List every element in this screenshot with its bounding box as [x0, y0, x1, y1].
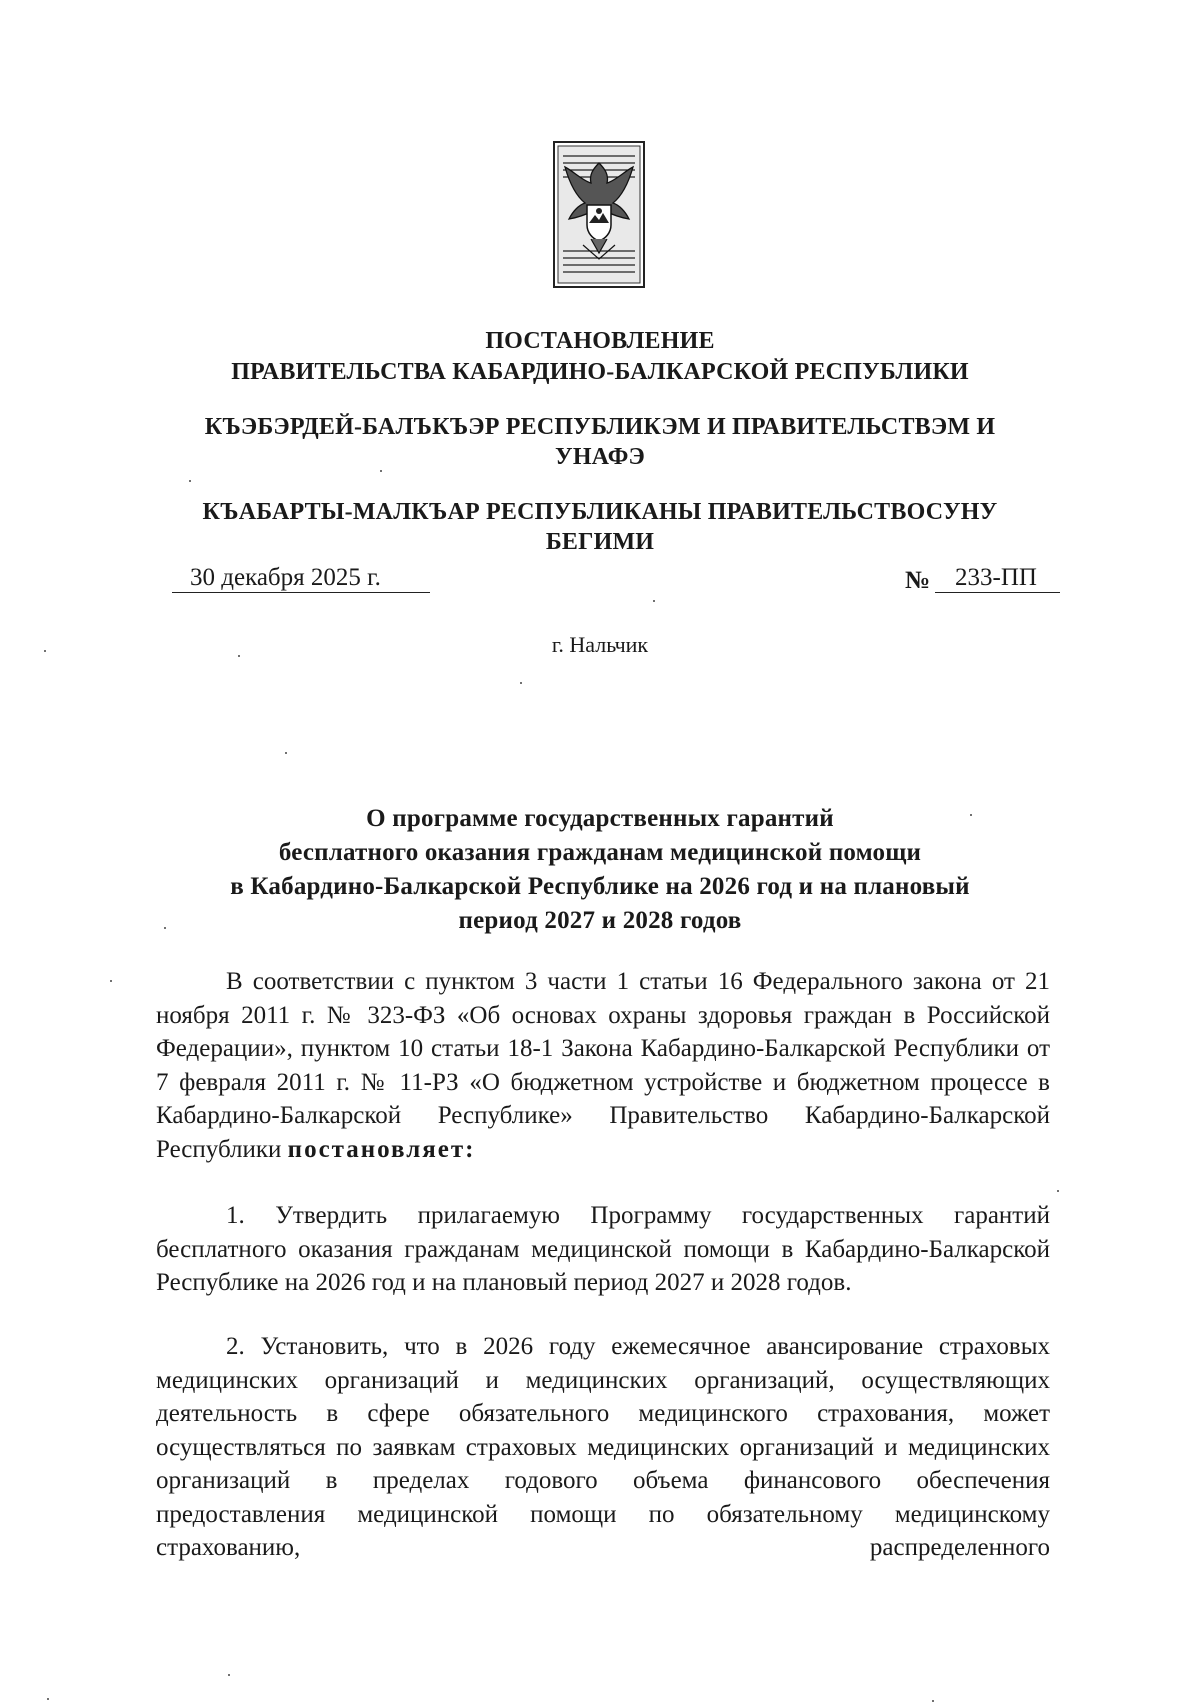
balkar-heading: КЪАБАРТЫ-МАЛКЪАР РЕСПУБЛИКАНЫ ПРАВИТЕЛЬСТВОСУНУ БЕГИМИ [202, 499, 998, 555]
item-1-paragraph: 1. Утвердить прилагаемую Программу государственных гарантий бесплатного оказания гражданам медицинской помощи в Кабардино-Балкарской Республике на 2026 год и на плановый период 2027 и 2028 годов. [156, 1202, 1050, 1296]
decree-number: 233-ПП [955, 564, 1037, 591]
date-underline [172, 592, 430, 593]
preamble-paragraph [156, 965, 1050, 1166]
title-line: бесплатного оказания гражданам медицинской помощи [278, 839, 922, 866]
number-sign: № [905, 567, 931, 594]
preamble-text: В соответствии с пунктом 3 части 1 статьи 16 Федерального закона от 21 ноября 2011 г. № 323-ФЗ «Об основах охраны здоровья граждан в Российской Федерации», пунктом 10 статьи 18-1 Закона Кабардино-Балкарской Республики от 7 февраля 2011 г. № 11-РЗ «О бюджетном устройстве и бюджетном процессе в Кабардино-Балкарской Республике» Правительство Кабардино-Балкарской Республики [156, 968, 1050, 1163]
item-2-paragraph: 2. Установить, что в 2026 году ежемесячное авансирование страховых медицинских организаций и медицинских организаций, осуществляющих деятельность в сфере обязательного медицинского страхования, может осуществляться по заявкам страховых медицинских организаций и медицинских организаций в пределах годового объема финансового обеспечения предоставления медицинской помощи по обязательному медицинскому страхованию, распределенного [156, 1333, 1050, 1561]
coat-of-arms-emblem-icon [553, 141, 645, 288]
title-line: период 2027 и 2028 годов [458, 907, 742, 934]
preamble-verb: постановляет: [287, 1135, 476, 1163]
decree-date: 30 декабря 2025 г. [190, 564, 381, 591]
title-line: в Кабардино-Балкарской Республике на 2026 год и на плановый [230, 873, 970, 900]
title-line: О программе государственных гарантий [366, 805, 834, 832]
city: г. Нальчик [551, 632, 649, 657]
kabardian-heading: КЪЭБЭРДЕЙ-БАЛЪКЪЭР РЕСПУБЛИКЭМ И ПРАВИТЕЛЬСТВЭМ И УНАФЭ [204, 414, 996, 470]
doc-type-heading: ПОСТАНОВЛЕНИЕ [485, 328, 715, 354]
number-underline [935, 592, 1060, 593]
decree-title [150, 802, 1050, 938]
government-heading: ПРАВИТЕЛЬСТВА КАБАРДИНО-БАЛКАРСКОЙ РЕСПУБЛИКИ [231, 359, 969, 385]
